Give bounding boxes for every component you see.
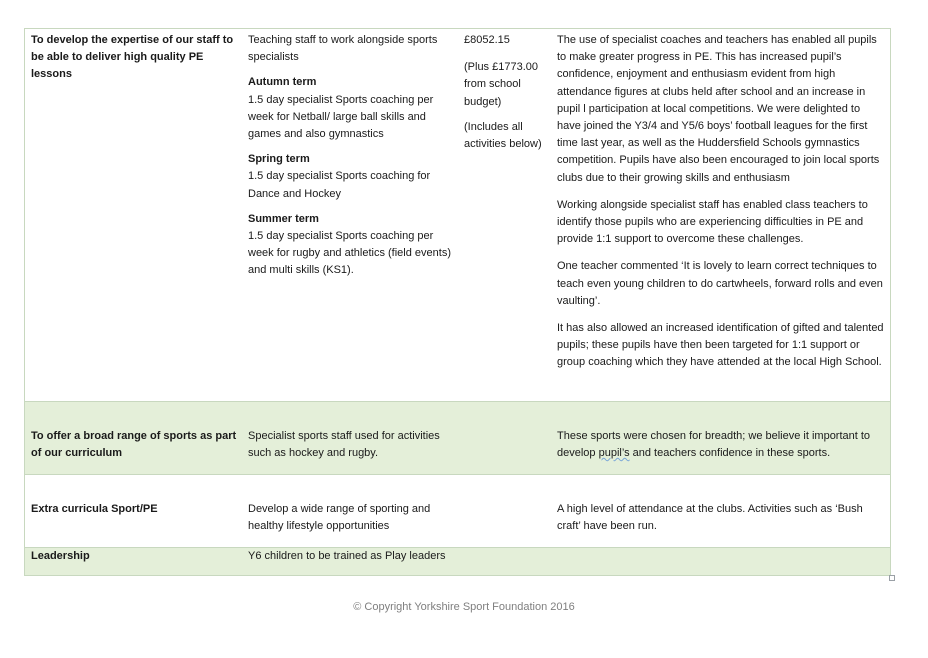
- funding-cell: [464, 32, 552, 153]
- actions-cell: Y6 children to be trained as Play leaders: [248, 550, 446, 562]
- objective-cell: To offer a broad range of sports as part of our curriculum: [31, 430, 237, 460]
- funding-note-includes: (Includes all activities below): [464, 120, 542, 151]
- copyright-footer: © Copyright Yorkshire Sport Foundation 2016: [353, 601, 575, 613]
- actions-intro: Teaching staff to work alongside sports specialists: [248, 34, 438, 64]
- actions-cell: [248, 32, 456, 280]
- objective-cell: Leadership: [31, 550, 90, 562]
- funding-note-school-budget: (Plus £1773.00 from school budget): [464, 61, 538, 108]
- spring-term-text: 1.5 day specialist Sports coaching for Dance and Hockey: [248, 170, 431, 200]
- impact-paragraph: The use of specialist coaches and teachers has enabled all pupils to make greater progress in PE. This has increased pupil’s confidence, enjoyment and enthusiasm evident from high attendance figures at clubs held after school and an increase in pupil l participation at local competitions. We were delighted to have joined the Y3/4 and Y5/6 boys’ football leagues for the first time last year, as well as the Huddersfield Schools gymnastics competition. Pupils have also been encouraged to join local sports clubs due to their growing skills and enthusiasm: [557, 34, 880, 184]
- pe-funding-table: [24, 28, 891, 576]
- table-row-staff-expertise: [25, 29, 890, 402]
- impact-cell: A high level of attendance at the clubs. Activities such as ‘Bush craft’ have been run.: [557, 503, 863, 533]
- spring-term-heading: Spring term: [248, 153, 310, 166]
- autumn-term-heading: Autumn term: [248, 76, 317, 89]
- impact-cell: [557, 32, 885, 372]
- table-row-broad-range: [25, 402, 890, 475]
- impact-paragraph: One teacher commented ‘It is lovely to learn correct techniques to teach even young children to do cartwheels, forward rolls and even vaulting’.: [557, 260, 883, 307]
- impact-text-start: These sports were chosen for breadth; we believe it important to develop: [557, 430, 871, 460]
- impact-paragraph: It has also allowed an increased identification of gifted and talented pupils; these pupils have then been targeted for 1:1 support or group coaching which they have attended at the local High School.: [557, 322, 884, 369]
- actions-cell: Develop a wide range of sporting and healthy lifestyle opportunities: [248, 503, 431, 533]
- spellcheck-word: pupil’s: [598, 447, 630, 460]
- table-row-extra-curricula: [25, 475, 890, 548]
- summer-term-heading: Summer term: [248, 212, 319, 225]
- impact-paragraph: Working alongside specialist staff has enabled class teachers to identify those pupils who are experiencing difficulties in PE and provide 1:1 support to overcome these challenges.: [557, 198, 868, 246]
- impact-text-end: and teachers confidence in these sports.: [629, 447, 831, 460]
- objective-cell: To develop the expertise of our staff to be able to deliver high quality PE lessons: [31, 34, 234, 81]
- summer-term-text: 1.5 day specialist Sports coaching per week for rugby and athletics (field events) and multi skills (KS1).: [248, 230, 451, 277]
- objective-cell: Extra curricula Sport/PE: [31, 503, 158, 515]
- actions-cell: Specialist sports staff used for activities such as hockey and rugby.: [248, 430, 440, 460]
- impact-cell: [557, 428, 885, 462]
- table-row-leadership: [25, 548, 890, 575]
- autumn-term-text: 1.5 day specialist Sports coaching per week for Netball/ large ball skills and games and also gymnastics: [248, 93, 434, 141]
- table-resize-handle[interactable]: [889, 575, 895, 581]
- funding-amount: £8052.15: [464, 34, 510, 46]
